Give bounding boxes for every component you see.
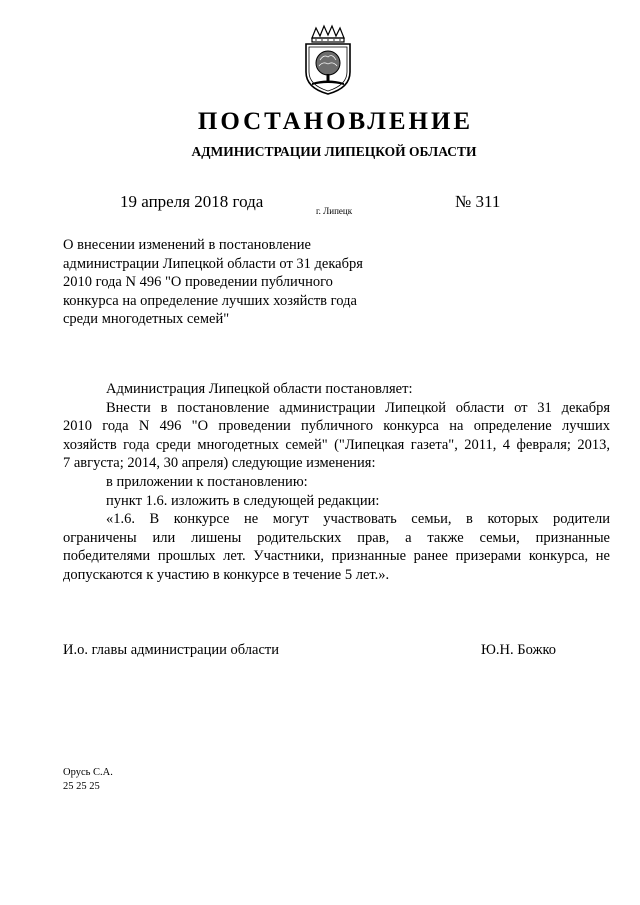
document-body <box>63 380 610 585</box>
amend-line: 7 августа; 2014, 30 апреля) следующие изменения: <box>63 455 376 472</box>
document-city: г. Липецк <box>316 206 353 216</box>
document-heading: ПОСТАНОВЛЕНИЕ <box>197 108 474 135</box>
subject-line: 2010 года N 496 "О проведении публичного <box>63 274 333 290</box>
subject-line: конкурса на определение лучших хозяйств года <box>63 292 357 309</box>
quote-line: ограничены или лишены родительских прав, а также семьи, признанные <box>63 529 610 546</box>
quote-line: «1.6. В конкурсе не могут участвовать семьи, в которых родители <box>106 511 610 528</box>
subject-line: администрации Липецкой области от 31 декабря <box>63 255 363 272</box>
executor-block <box>63 766 113 794</box>
document-number: № 311 <box>455 192 501 211</box>
amend-line: Внести в постановление администрации Липецкой области от 31 декабря <box>106 399 610 416</box>
point-line: пункт 1.6. изложить в следующей редакции: <box>106 492 380 509</box>
document-subject <box>63 236 393 329</box>
preamble: Администрация Липецкой области постановляет: <box>106 381 413 397</box>
executor-name: Орусь С.А. <box>63 767 113 778</box>
appendix-line: в приложении к постановлению: <box>106 473 308 490</box>
amend-line: хозяйств года среди многодетных семей" ("Липецкая газета", 2011, 4 февраля; 2013, <box>63 436 610 453</box>
signatory-role: И.о. главы администрации области <box>63 642 279 658</box>
signatory-name: Ю.Н. Божко <box>481 642 557 658</box>
quote-line: допускаются к участию в конкурсе в течение 5 лет.». <box>63 566 390 583</box>
subject-line: О внесении изменений в постановление <box>63 237 311 253</box>
executor-phone: 25 25 25 <box>63 781 100 792</box>
document-date: 19 апреля 2018 года <box>120 192 264 211</box>
amend-line: 2010 года N 496 "О проведении публичного конкурса на определение лучших <box>63 418 610 435</box>
subject-line: среди многодетных семей" <box>63 311 230 327</box>
quote-line: победителями прошлых лет. Участники, признанные ранее призерами конкурса, не <box>63 548 610 565</box>
issuing-authority: АДМИНИСТРАЦИИ ЛИПЕЦКОЙ ОБЛАСТИ <box>191 144 477 159</box>
lipetsk-coat-of-arms-icon <box>300 24 356 96</box>
